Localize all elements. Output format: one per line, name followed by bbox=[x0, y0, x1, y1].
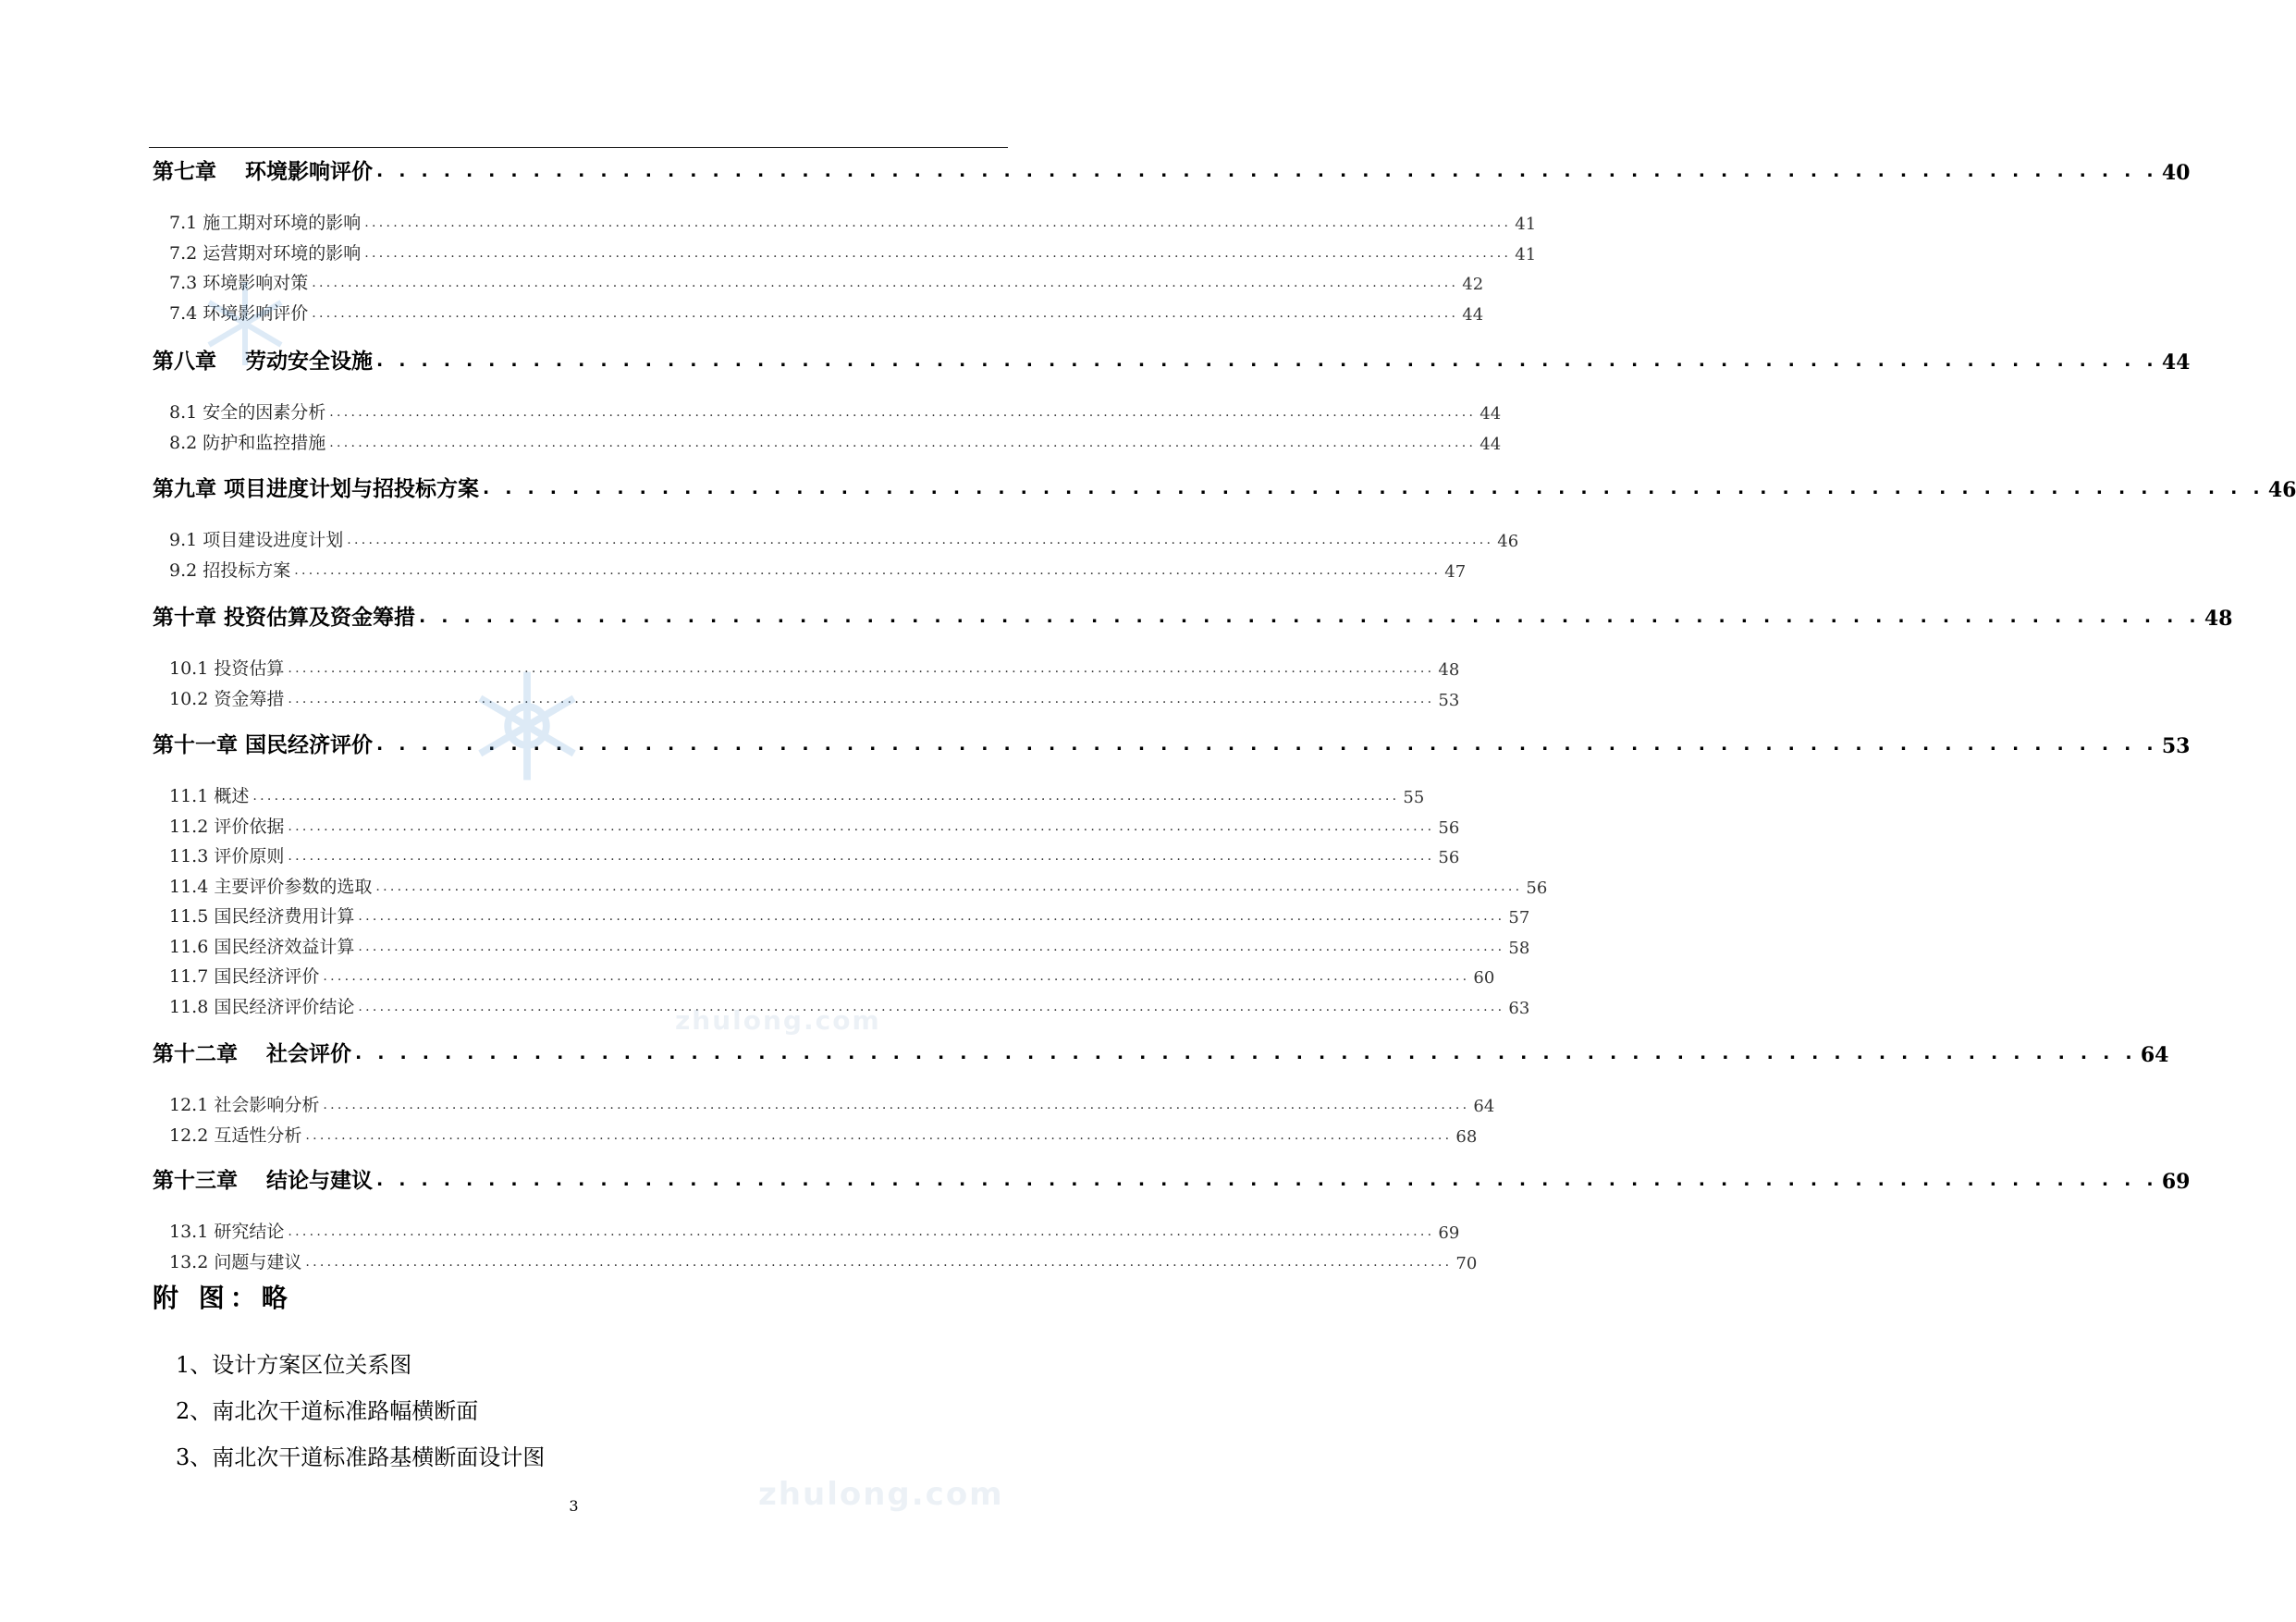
section-page-number: 44 bbox=[1480, 404, 1502, 424]
toc-section-row[interactable] bbox=[169, 808, 1460, 838]
section-page-number: 69 bbox=[1438, 1223, 1460, 1243]
dot-leader: ................................................................................................................................................................ bbox=[364, 245, 1512, 261]
toc-chapter-row[interactable] bbox=[153, 1038, 2169, 1067]
dot-leader: ................................................................................................................................................................ bbox=[312, 305, 1459, 321]
appendix-title: 附 图：略 bbox=[153, 1283, 293, 1313]
section-page-number: 55 bbox=[1403, 788, 1425, 807]
section-page-number: 47 bbox=[1444, 561, 1467, 582]
toc-chapter-row[interactable] bbox=[153, 155, 2191, 185]
chapter-page-number: 44 bbox=[2161, 350, 2191, 375]
snowflake-icon bbox=[199, 277, 291, 370]
dot-leader: ................................................................................................................................................................ bbox=[294, 562, 1442, 578]
toc-section-row[interactable] bbox=[169, 838, 1460, 867]
section-title: 12.2 互适性分析 bbox=[169, 1124, 302, 1146]
section-page-number: 53 bbox=[1438, 690, 1460, 710]
dot-leader: ................................................................................................................................................................ bbox=[305, 1127, 1453, 1143]
dot-leader: ................................................................................................................................................................ bbox=[312, 276, 1459, 290]
toc-section-row[interactable] bbox=[169, 1244, 1478, 1273]
section-title: 12.1 社会影响分析 bbox=[169, 1095, 320, 1115]
chapter-title: 第十二章 社会评价 bbox=[153, 1042, 352, 1066]
dot-leader: ................................................................................................................................................................ bbox=[358, 999, 1505, 1014]
section-title: 11.7 国民经济评价 bbox=[169, 966, 320, 987]
section-page-number: 60 bbox=[1473, 968, 1495, 988]
page-number: 3 bbox=[569, 1497, 579, 1515]
section-title: 11.4 主要评价参数的选取 bbox=[169, 876, 373, 897]
top-rule bbox=[149, 147, 1008, 148]
section-title: 11.1 概述 bbox=[169, 786, 250, 806]
chapter-title: 第十章 投资估算及资金筹措 bbox=[153, 606, 416, 630]
chapter-title: 第十一章 国民经济评价 bbox=[153, 733, 374, 757]
dot-leader: . . . . . . . . . . . . . . . . . . . . . . . . . . . . . . . . . . . . . . . . . . . . . . . . . . . . . . . . . . . . . . . . . . . . . . . . . . . . . . . . bbox=[483, 478, 2265, 498]
section-page-number: 63 bbox=[1508, 998, 1530, 1018]
section-title: 11.3 评价原则 bbox=[169, 846, 285, 866]
toc-section-row[interactable] bbox=[169, 650, 1460, 680]
section-page-number: 58 bbox=[1508, 938, 1530, 958]
section-title: 7.4 环境影响评价 bbox=[169, 302, 309, 324]
section-title: 13.1 研究结论 bbox=[169, 1222, 285, 1242]
dot-leader: ................................................................................................................................................................ bbox=[358, 909, 1505, 924]
watermark-text: zhulong.com bbox=[758, 1476, 1004, 1513]
section-title: 11.2 评价依据 bbox=[169, 816, 285, 837]
toc-chapter-row[interactable] bbox=[153, 601, 2233, 631]
chapter-title: 第七章 环境影响评价 bbox=[153, 160, 374, 184]
chapter-title: 第十三章 结论与建议 bbox=[153, 1169, 374, 1193]
toc-section-row[interactable] bbox=[169, 958, 1495, 988]
dot-leader: ................................................................................................................................................................ bbox=[347, 533, 1494, 547]
dot-leader: ................................................................................................................................................................ bbox=[358, 939, 1505, 954]
appendix-item: 2、南北次干道标准路幅横断面 bbox=[176, 1398, 479, 1424]
dot-leader: ................................................................................................................................................................ bbox=[375, 879, 1523, 894]
chapter-page-number: 53 bbox=[2161, 734, 2191, 758]
appendix-item: 1、设计方案区位关系图 bbox=[176, 1352, 412, 1378]
section-title: 11.6 国民经济效益计算 bbox=[169, 936, 355, 957]
chapter-page-number: 40 bbox=[2161, 161, 2191, 185]
toc-section-row[interactable] bbox=[169, 295, 1484, 325]
dot-leader: ................................................................................................................................................................ bbox=[305, 1254, 1453, 1270]
dot-leader: . . . . . . . . . . . . . . . . . . . . . . . . . . . . . . . . . . . . . . . . . . . . . . . . . . . . . . . . . . . . . . . . . . . . . . . . . . . . . . . . bbox=[376, 1170, 2158, 1190]
dot-leader: . . . . . . . . . . . . . . . . . . . . . . . . . . . . . . . . . . . . . . . . . . . . . . . . . . . . . . . . . . . . . . . . . . . . . . . . . . . . . . . . bbox=[376, 734, 2158, 755]
snowflake-icon bbox=[467, 666, 587, 786]
dot-leader: ................................................................................................................................................................ bbox=[288, 691, 1435, 707]
dot-leader: ................................................................................................................................................................ bbox=[288, 661, 1435, 676]
toc-section-row[interactable] bbox=[169, 1087, 1495, 1116]
dot-leader: . . . . . . . . . . . . . . . . . . . . . . . . . . . . . . . . . . . . . . . . . . . . . . . . . . . . . . . . . . . . . . . . . . . . . . . . . . . . . . . . bbox=[355, 1043, 2137, 1063]
toc-section-row[interactable] bbox=[169, 264, 1484, 294]
section-page-number: 56 bbox=[1438, 817, 1460, 838]
section-page-number: 56 bbox=[1438, 848, 1460, 867]
section-page-number: 44 bbox=[1480, 434, 1502, 454]
dot-leader: ................................................................................................................................................................ bbox=[288, 849, 1435, 864]
section-page-number: 64 bbox=[1473, 1097, 1495, 1116]
dot-leader: . . . . . . . . . . . . . . . . . . . . . . . . . . . . . . . . . . . . . . . . . . . . . . . . . . . . . . . . . . . . . . . . . . . . . . . . . . . . . . . . bbox=[419, 607, 2201, 627]
watermark-text: zhulong.com bbox=[675, 1005, 881, 1036]
toc-section-row[interactable] bbox=[169, 681, 1460, 710]
chapter-title: 第九章 项目进度计划与招投标方案 bbox=[153, 477, 480, 501]
section-page-number: 68 bbox=[1455, 1126, 1478, 1147]
toc-section-row[interactable] bbox=[169, 778, 1425, 807]
toc-section-row[interactable] bbox=[169, 235, 1537, 264]
dot-leader: ................................................................................................................................................................ bbox=[288, 1224, 1435, 1239]
toc-section-row[interactable] bbox=[169, 552, 1467, 582]
dot-leader: . . . . . . . . . . . . . . . . . . . . . . . . . . . . . . . . . . . . . . . . . . . . . . . . . . . . . . . . . . . . . . . . . . . . . . . . . . . . . . . . bbox=[376, 161, 2158, 181]
section-page-number: 48 bbox=[1438, 660, 1460, 680]
section-page-number: 46 bbox=[1497, 532, 1519, 551]
section-page-number: 41 bbox=[1515, 244, 1537, 264]
chapter-page-number: 48 bbox=[2204, 607, 2233, 631]
section-title: 9.1 项目建设进度计划 bbox=[169, 530, 344, 550]
toc-section-row[interactable] bbox=[169, 868, 1548, 898]
toc-section-row[interactable] bbox=[169, 424, 1502, 454]
chapter-page-number: 46 bbox=[2267, 478, 2296, 502]
dot-leader: ................................................................................................................................................................ bbox=[288, 818, 1435, 834]
section-title: 7.2 运营期对环境的影响 bbox=[169, 242, 362, 264]
section-title: 9.2 招投标方案 bbox=[169, 559, 291, 581]
toc-section-row[interactable] bbox=[169, 1213, 1460, 1243]
section-title: 11.8 国民经济评价结论 bbox=[169, 996, 355, 1017]
section-page-number: 57 bbox=[1508, 908, 1530, 928]
section-page-number: 42 bbox=[1462, 275, 1484, 294]
section-page-number: 70 bbox=[1455, 1253, 1478, 1273]
chapter-title: 第八章 劳动安全设施 bbox=[153, 350, 374, 374]
section-title: 8.1 安全的因素分析 bbox=[169, 402, 326, 423]
dot-leader: ................................................................................................................................................................ bbox=[323, 1098, 1470, 1112]
section-title: 13.2 问题与建议 bbox=[169, 1251, 302, 1272]
toc-section-row[interactable] bbox=[169, 394, 1502, 424]
section-title: 10.2 资金筹措 bbox=[169, 688, 285, 709]
chapter-page-number: 64 bbox=[2140, 1043, 2169, 1067]
dot-leader: ................................................................................................................................................................ bbox=[323, 969, 1470, 984]
toc-section-row[interactable] bbox=[169, 522, 1519, 551]
section-page-number: 41 bbox=[1515, 215, 1537, 234]
dot-leader: ................................................................................................................................................................ bbox=[329, 435, 1477, 450]
section-title: 7.1 施工期对环境的影响 bbox=[169, 213, 362, 233]
section-title: 11.5 国民经济费用计算 bbox=[169, 906, 355, 927]
dot-leader: . . . . . . . . . . . . . . . . . . . . . . . . . . . . . . . . . . . . . . . . . . . . . . . . . . . . . . . . . . . . . . . . . . . . . . . . . . . . . . . . bbox=[376, 350, 2158, 371]
toc-section-row[interactable] bbox=[169, 1117, 1478, 1147]
toc-section-row[interactable] bbox=[169, 928, 1530, 958]
toc-section-row[interactable] bbox=[169, 989, 1530, 1018]
toc-section-row[interactable] bbox=[169, 898, 1530, 928]
toc-chapter-row[interactable] bbox=[153, 473, 2296, 502]
section-title: 8.2 防护和监控措施 bbox=[169, 432, 326, 453]
appendix-item: 3、南北次干道标准路基横断面设计图 bbox=[176, 1444, 546, 1470]
section-title: 10.1 投资估算 bbox=[169, 658, 285, 679]
dot-leader: ................................................................................................................................................................ bbox=[252, 789, 1400, 804]
chapter-page-number: 69 bbox=[2161, 1170, 2191, 1194]
toc-section-row[interactable] bbox=[169, 204, 1537, 234]
section-title: 7.3 环境影响对策 bbox=[169, 273, 309, 293]
section-page-number: 44 bbox=[1462, 304, 1484, 325]
section-page-number: 56 bbox=[1526, 878, 1548, 898]
dot-leader: ................................................................................................................................................................ bbox=[364, 215, 1512, 230]
toc-chapter-row[interactable] bbox=[153, 1164, 2191, 1194]
dot-leader: ................................................................................................................................................................ bbox=[329, 405, 1477, 420]
